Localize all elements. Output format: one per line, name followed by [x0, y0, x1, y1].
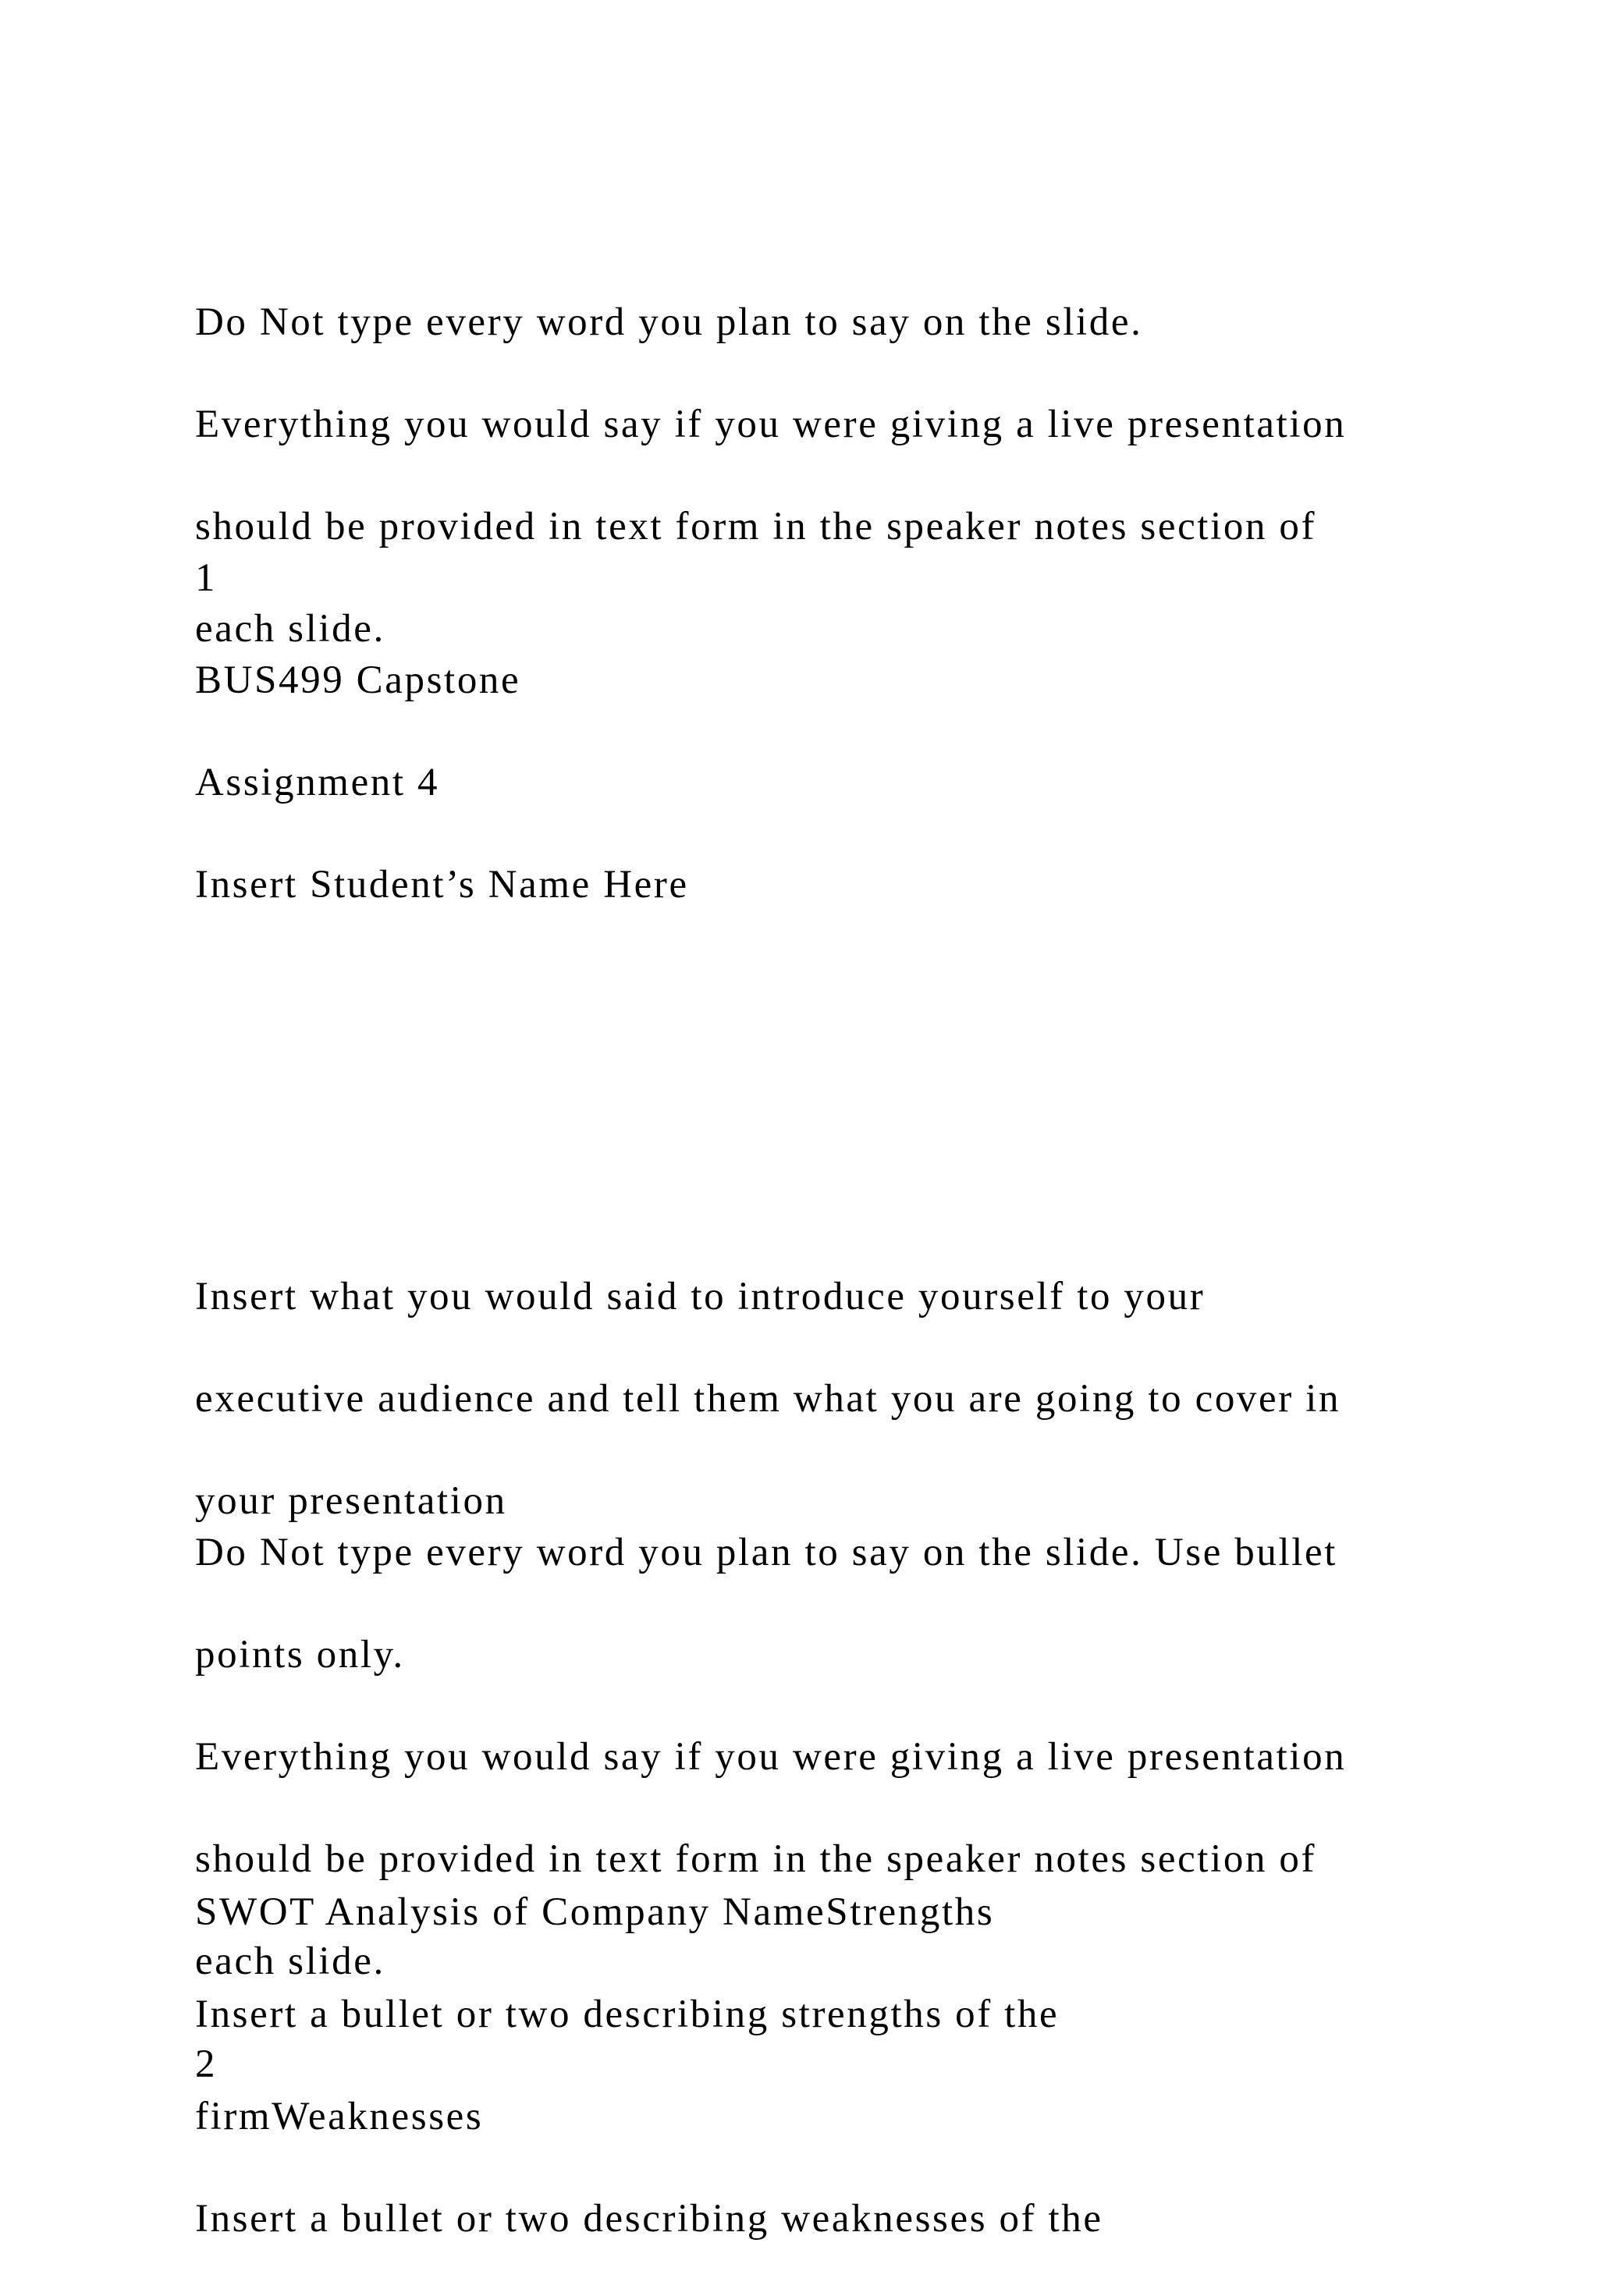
student-name-placeholder: Insert Student’s Name Here: [195, 862, 689, 907]
text-line: should be provided in text form in the speaker notes section of: [195, 1837, 1317, 1882]
page-number: 1: [195, 555, 218, 600]
text-line: each slide.: [195, 607, 385, 651]
text-line: points only.: [195, 1632, 405, 1677]
text-line: Everything you would say if you were giving a live presentation: [195, 402, 1347, 446]
text-line: Insert what you would said to introduce yourself to your: [195, 1274, 1206, 1318]
text-line: your presentation: [195, 1478, 507, 1523]
text-line: firmWeaknesses: [195, 2094, 484, 2138]
text-line: Do Not type every word you plan to say on the slide.: [195, 300, 1143, 344]
text-line: Insert a bullet or two describing strengths of the: [195, 1992, 1060, 2036]
swot-heading: SWOT Analysis of Company NameStrengths: [195, 1890, 995, 1934]
swot-analysis-section: [195, 1836, 1483, 2296]
text-line: each slide.: [195, 1939, 385, 1984]
text-line: Do Not type every word you plan to say on the slide. Use bullet: [195, 1530, 1338, 1574]
text-line: Insert a bullet or two describing weaknesses of the: [195, 2197, 1103, 2241]
text-line: Everything you would say if you were giving a live presentation: [195, 1734, 1347, 1779]
text-line: executive audience and tell them what you are going to cover in: [195, 1376, 1341, 1421]
title-slide-content: [195, 604, 1483, 962]
page-number: 2: [195, 2042, 218, 2086]
text-line: should be provided in text form in the speaker notes section of: [195, 504, 1317, 548]
course-title: BUS499 Capstone: [195, 658, 521, 702]
assignment-title: Assignment 4: [195, 760, 440, 804]
